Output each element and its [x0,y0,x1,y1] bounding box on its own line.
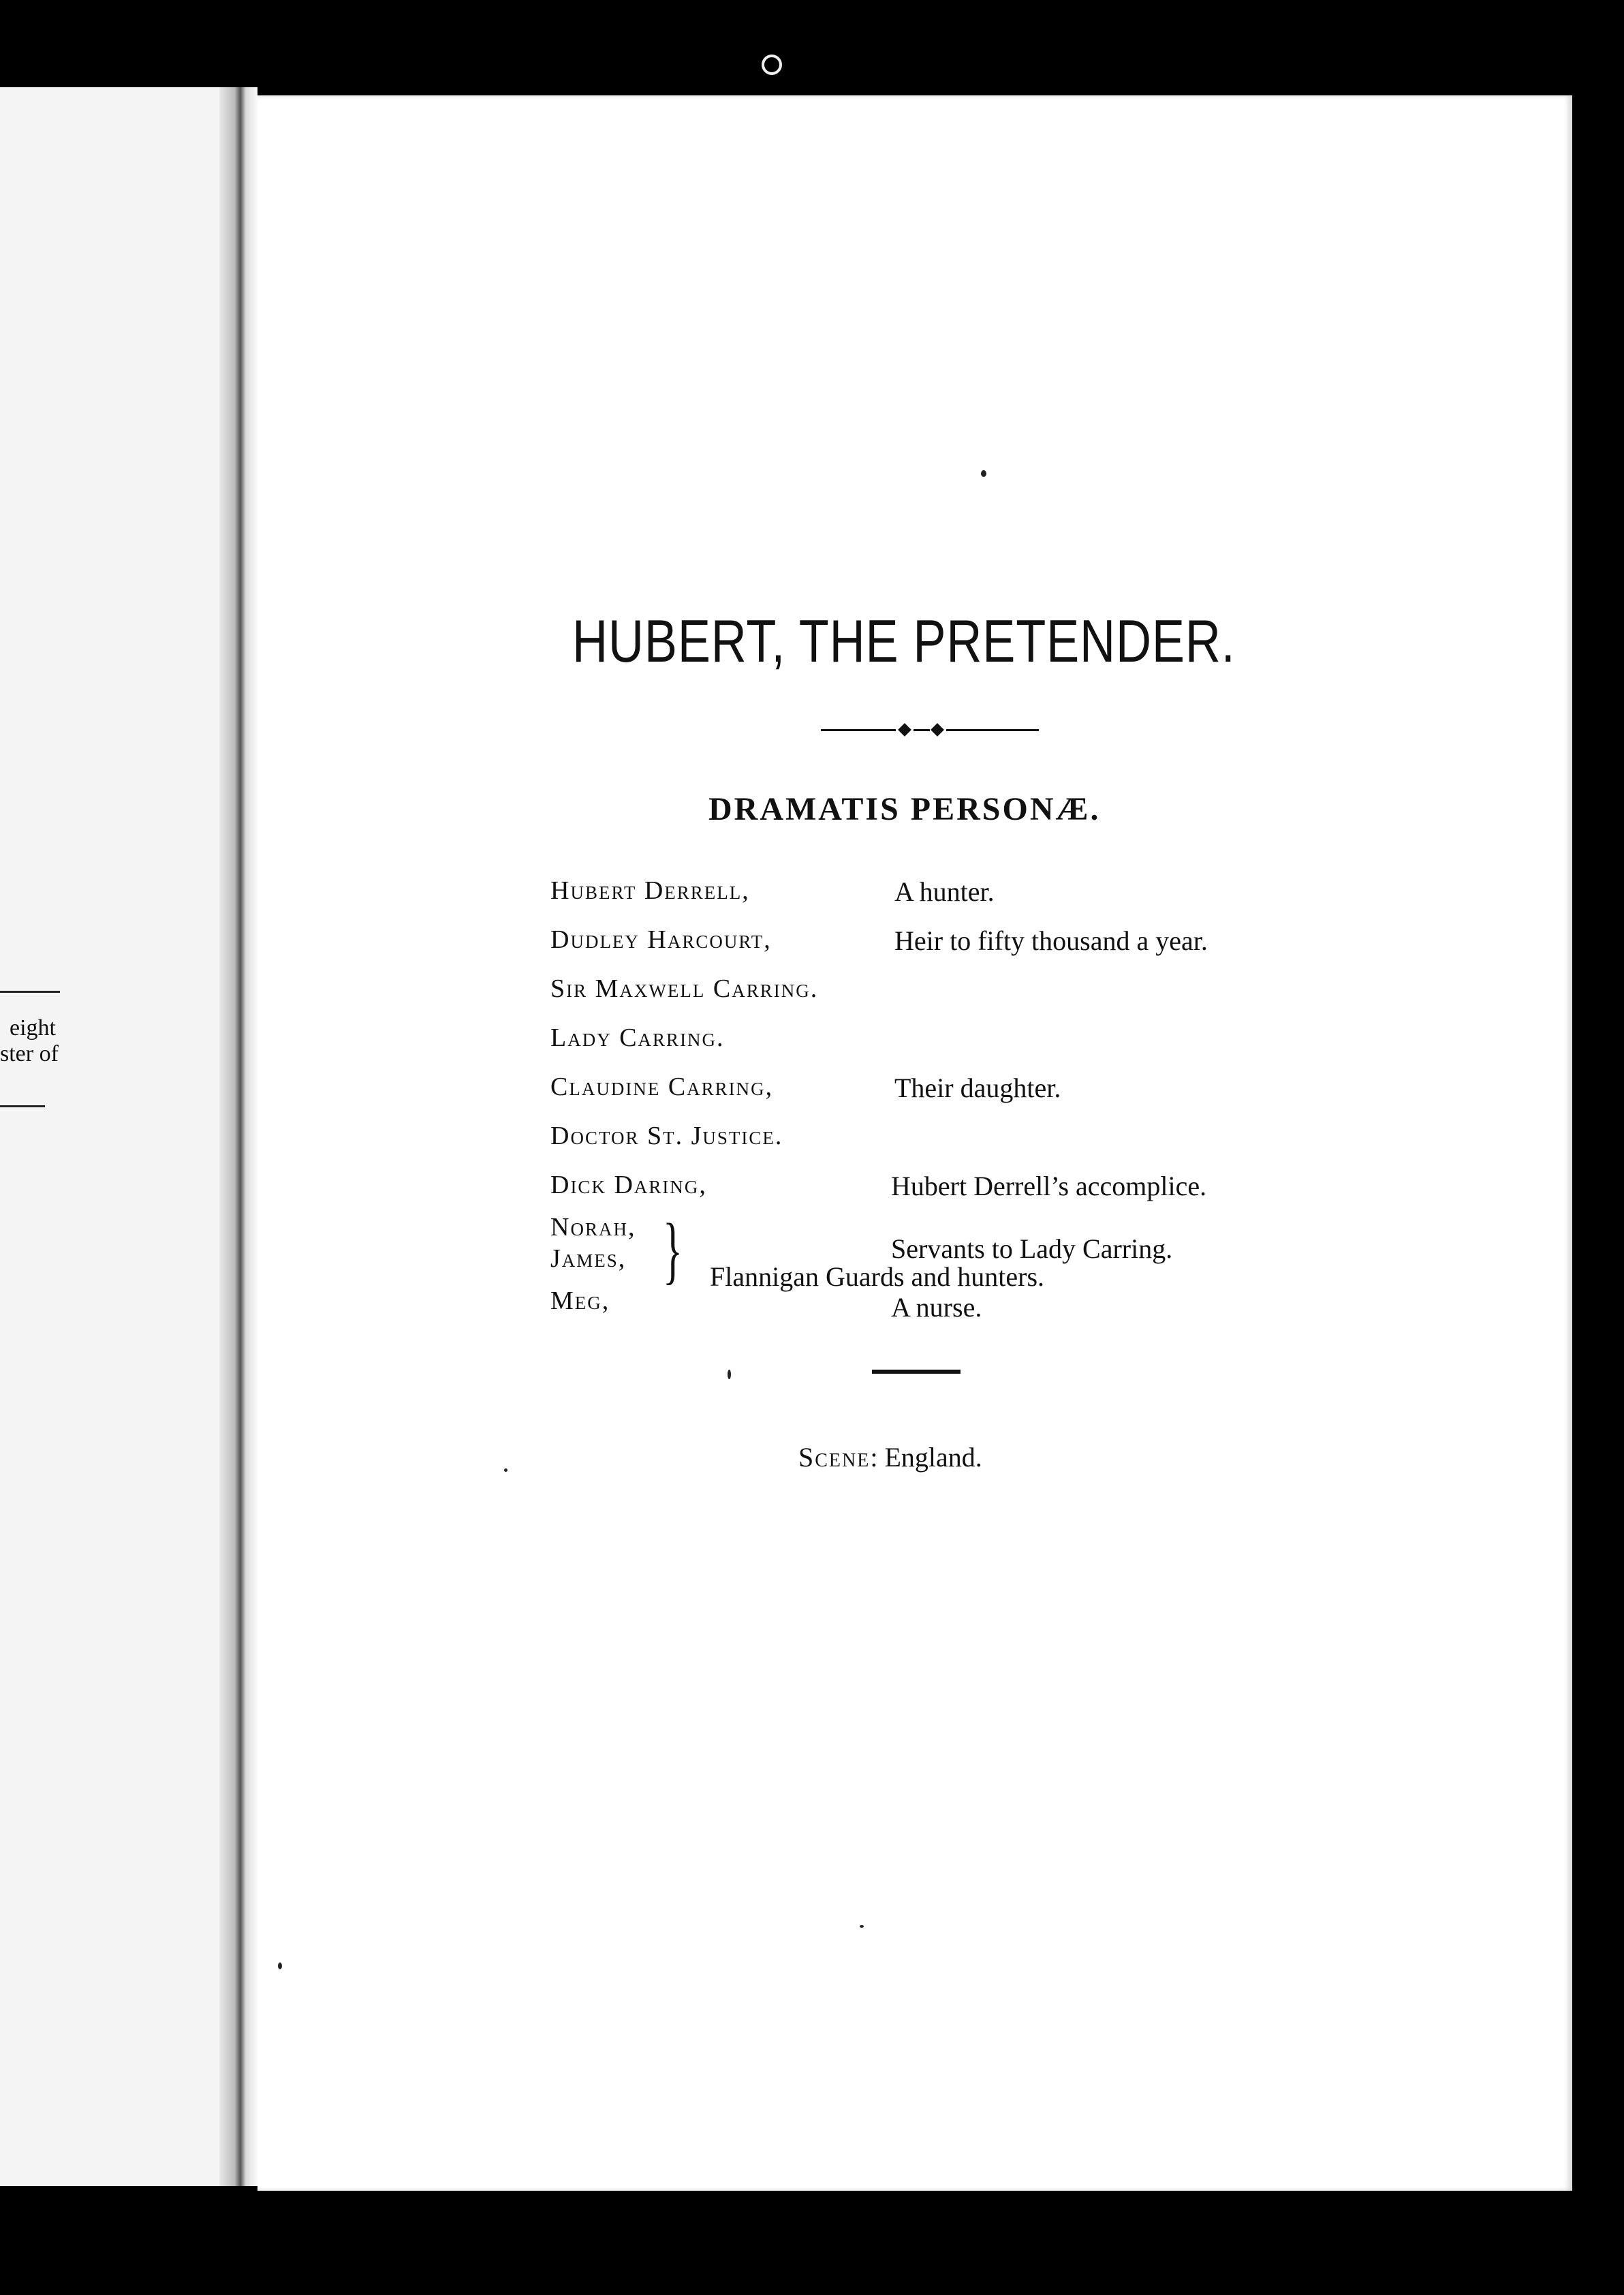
character-name: James, [550,1244,627,1273]
character-role: Heir to fifty thousand a year. [894,925,1208,956]
rule-segment [914,729,930,731]
character-role: Hubert Derrell’s accomplice. [891,1171,1207,1201]
character-name: Meg, [550,1287,610,1315]
character-name: Claudine Carring, [550,1073,774,1101]
diamond-ornament [898,723,911,737]
play-title: HUBERT, THE PRETENDER. [572,607,1236,675]
cast-row [550,876,1354,925]
cast-row [550,1023,1354,1072]
cast-row [550,1072,1354,1121]
character-role: A nurse. [891,1292,982,1323]
cast-row [550,1286,1354,1335]
cast-row [550,974,1354,1023]
character-role: Servants to Lady Carring. [891,1233,1173,1264]
character-name: Sir Maxwell Carring. [550,974,819,1003]
rule-segment [821,729,896,731]
book-gutter [219,87,257,2186]
fragment-text: ster of [0,1041,59,1066]
cast-row [550,1170,1354,1212]
character-name: Norah, [550,1213,636,1242]
dramatis-personae-heading: DRAMATIS PERSONÆ. [708,791,1101,827]
character-name: Doctor St. Justice. [550,1122,783,1150]
scan-artifact [504,1468,507,1472]
character-name: Dudley Harcourt, [550,925,772,954]
character-role: Their daughter. [894,1073,1061,1103]
fragment-rule [0,1105,45,1107]
cast-row [550,925,1354,974]
scan-artifact [762,55,782,75]
cast-row [550,1121,1354,1170]
supernumeraries-line: Flannigan Guards and hunters. [710,1261,1045,1292]
ornamental-rule [821,722,1039,739]
scene-line [798,1441,982,1473]
fragment-rule [0,991,60,993]
scene-separator: : [870,1442,878,1473]
character-name: Lady Carring. [550,1023,725,1052]
character-name: Hubert Derrell, [550,876,750,905]
grouping-brace-icon: } [663,1208,683,1291]
scan-artifact [860,1925,864,1928]
scene-label: Scene [798,1442,871,1473]
diamond-ornament [931,723,944,737]
scene-value: England. [884,1442,982,1473]
character-role: A hunter. [894,876,995,907]
character-name: Dick Daring, [550,1171,707,1199]
scan-artifact [981,470,986,477]
left-facing-page [0,87,251,2186]
fragment-text: eight [10,1015,56,1041]
scan-artifact [278,1962,282,1969]
rule-segment [946,729,1039,731]
scan-artifact [728,1370,731,1379]
section-rule [872,1370,961,1374]
